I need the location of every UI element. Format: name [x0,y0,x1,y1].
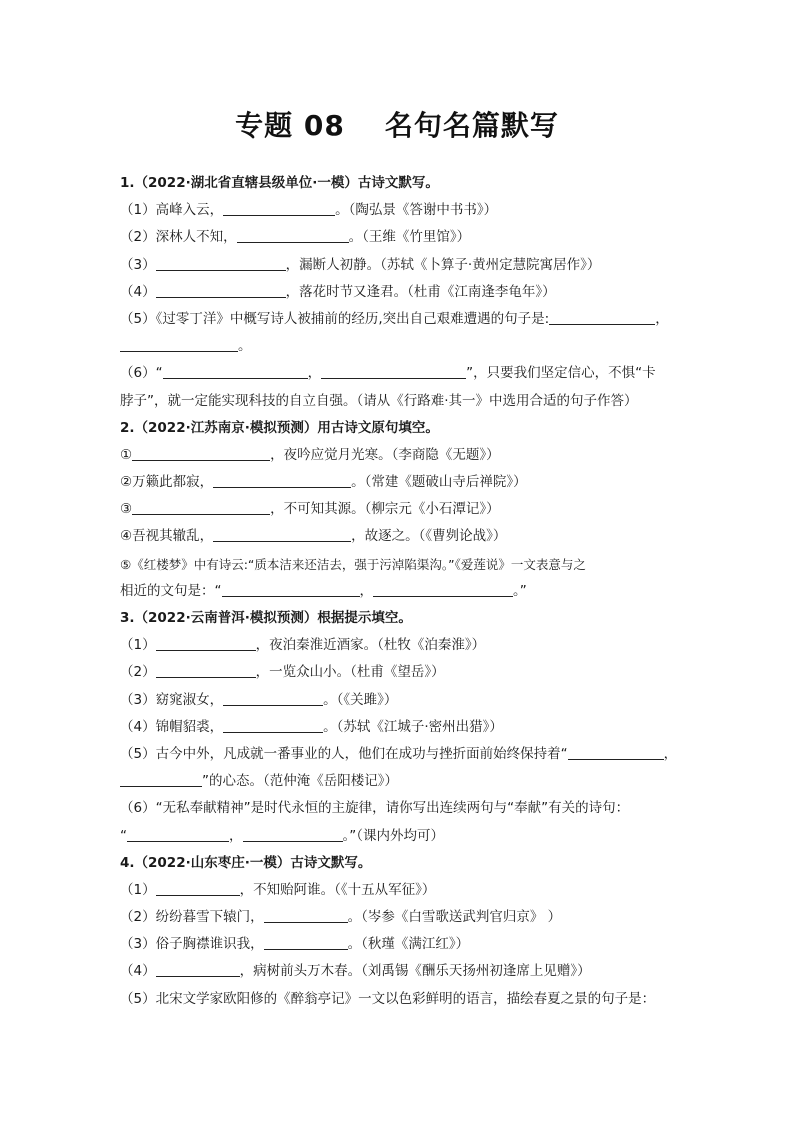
answer-blank[interactable] [156,880,240,896]
answer-blank[interactable] [156,255,286,271]
question-item: （2）纷纷暮雪下辕门， 。（岑参《白雪歌送武判官归京》 ） [120,909,562,926]
answer-blank[interactable] [213,526,351,542]
question-heading: 4.（2022·山东枣庄·一模）古诗文默写。 [120,854,372,871]
answer-blank[interactable] [223,200,335,216]
question-item: ②万籁此都寂， 。（常建《题破山寺后禅院》） [120,474,527,491]
answer-blank[interactable] [321,363,466,379]
question-item: （2） ，一览众山小。（杜甫《望岳》） [120,664,445,681]
question-list [120,170,680,1013]
title-sub: 名句名篇默写 [384,109,559,142]
answer-blank[interactable] [127,826,229,842]
question-item: ④吾视其辙乱， ，故逐之。（《曹刿论战》） [120,528,507,545]
answer-blank[interactable] [132,499,270,515]
question-item-continued: 相近的文句是：“ ， 。” [120,582,527,599]
question-item: （5）北宋文学家欧阳修的《醉翁亭记》一文以色彩鲜明的语言，描绘春夏之景的句子是： [120,990,656,1007]
answer-blank[interactable] [156,282,286,298]
question-item: （4） ，落花时节又逢君。（杜甫《江南逢李龟年》） [120,283,556,300]
question-item: （3） ，漏断人初静。（苏轼《卜算子·黄州定慧院寓居作》） [120,256,601,273]
question-heading: 2.（2022·江苏南京·模拟预测）用古诗文原句填空。 [120,419,439,436]
question-item: （1） ，不知贻阿谁。（《十五从军征》） [120,881,436,898]
question-item: （1） ，夜泊秦淮近酒家。（杜牧《泊秦淮》） [120,637,486,654]
answer-blank[interactable] [549,309,655,325]
answer-blank[interactable] [120,336,238,352]
question-item-continued: “ ， 。”（课内外均可） [120,827,444,844]
question-item: （6）“ ， ”，只要我们坚定信心，不惧“卡 [120,365,656,382]
answer-blank[interactable] [163,363,308,379]
answer-blank[interactable] [373,581,513,597]
question-heading: 1.（2022·湖北省直辖县级单位·一模）古诗文默写。 [120,175,439,191]
answer-blank[interactable] [213,472,351,488]
page-title [0,104,794,144]
question-item: ① ，夜吟应觉月光寒。（李商隐《无题》） [120,446,500,463]
question-item-continued: 。 [120,333,680,360]
answer-blank[interactable] [156,961,240,977]
question-item: （5）古今中外，凡成就一番事业的人，他们在成功与挫折面前始终保持着“ ， [120,745,678,762]
question-item: （3）俗子胸襟谁识我， 。（秋瑾《满江红》） [120,936,470,953]
question-item: ⑤《红楼梦》中有诗云:“质本洁来还洁去，强于污淖陷渠沟。”《爱莲说》一文表意与之 [120,556,586,572]
answer-blank[interactable] [156,662,256,678]
answer-blank[interactable] [222,581,360,597]
question-item: （5）《过零丁洋》中概写诗人被捕前的经历,突出自己艰难遭遇的句子是: ， [120,310,669,327]
question-item: （2）深林人不知， 。（王维《竹里馆》） [120,229,471,246]
title-main: 专题 08 [235,109,345,142]
question-item-continued: 脖子”，就一定能实现科技的自立自强。（请从《行路难·其一》中选用合适的句子作答） [120,392,638,409]
answer-blank[interactable] [568,744,664,760]
question-item: ③ ，不可知其源。（柳宗元《小石潭记》） [120,501,500,518]
question-item-continued: ”的心态。（范仲淹《岳阳楼记》） [120,768,680,795]
answer-blank[interactable] [223,717,323,733]
question-item: （4）锦帽貂裘， 。（苏轼《江城子·密州出猎》） [120,718,503,735]
answer-blank[interactable] [132,445,270,461]
question-item: （4） ，病树前头万木春。（刘禹锡《酬乐天扬州初逢席上见赠》） [120,963,591,980]
question-item: （6）“无私奉献精神”是时代永恒的主旋律，请你写出连续两句与“奉献”有关的诗句： [120,800,630,817]
answer-blank[interactable] [243,826,343,842]
answer-blank[interactable] [264,907,348,923]
answer-blank[interactable] [223,690,323,706]
answer-blank[interactable] [156,635,256,651]
question-item: （3）窈窕淑女， 。（《关雎》） [120,691,398,708]
answer-blank[interactable] [120,771,202,787]
answer-blank[interactable] [264,934,348,950]
question-item: （1）高峰入云， 。（陶弘景《答谢中书书》） [120,202,498,219]
answer-blank[interactable] [237,227,349,243]
question-heading: 3.（2022·云南普洱·模拟预测）根据提示填空。 [120,610,412,626]
